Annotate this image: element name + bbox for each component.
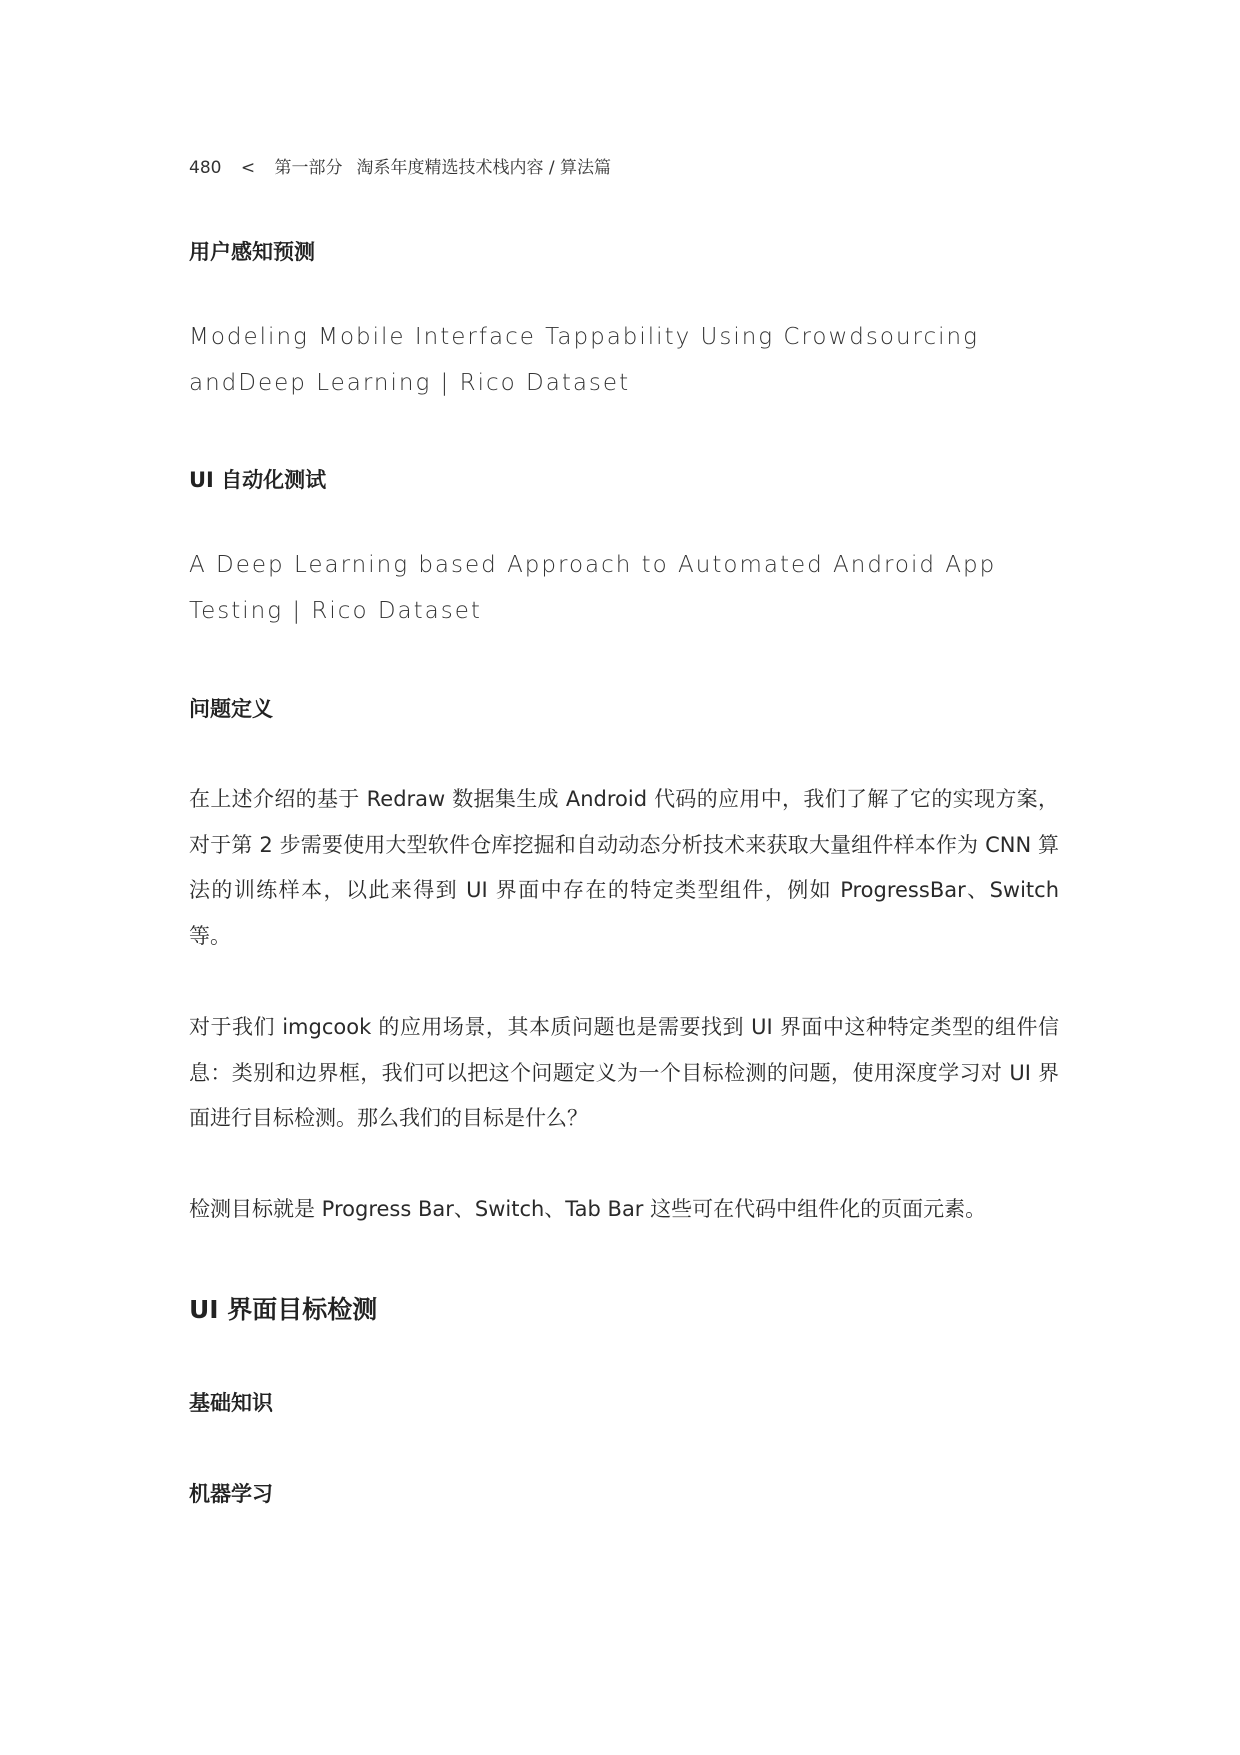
paragraph-redraw: 在上述介绍的基于 Redraw 数据集生成 Android 代码的应用中，我们了解了它的实现方案， 对于第 2 步需要使用大型软件仓库挖掘和自动动态分析技术来获取大量组件样本作为 CNN 算法的训练样本，以此来得到 UI 界面中存在的特定类型组件，例如 ProgressBar、Switch 等。 (189, 787, 1059, 948)
heading-machine-learning: 机器学习 (189, 1482, 273, 1506)
header-part: 第一部分 (274, 158, 343, 178)
reference-android-testing: A Deep Learning based Approach to Automated Android App Testing | Rico Dataset (189, 552, 997, 624)
running-header (189, 153, 625, 178)
heading-user-perception: 用户感知预测 (189, 240, 315, 264)
header-title: 淘系年度精选技术栈内容 / 算法篇 (356, 158, 612, 178)
page-number: 480 (189, 158, 222, 178)
paragraph-detection-target: 检测目标就是 Progress Bar、Switch、Tab Bar 这些可在代码中组件化的页面元素。 (189, 1197, 987, 1221)
heading-ui-object-detection: UI 界面目标检测 (189, 1295, 378, 1324)
paragraph-imgcook: 对于我们 imgcook 的应用场景，其本质问题也是需要找到 UI 界面中这种特定类型的组件信息：类别和边界框，我们可以把这个问题定义为一个目标检测的问题，使用深度学习对 UI 界面进行目标检测。那么我们的目标是什么？ (189, 1015, 1059, 1130)
heading-problem-definition: 问题定义 (189, 697, 273, 721)
header-separator: < (240, 158, 256, 178)
heading-ui-automation-testing: UI 自动化测试 (189, 468, 327, 492)
heading-basic-knowledge: 基础知识 (189, 1391, 273, 1415)
reference-tappability: Modeling Mobile Interface Tappability Using Crowdsourcing andDeep Learning | Rico Dataset (189, 324, 979, 396)
